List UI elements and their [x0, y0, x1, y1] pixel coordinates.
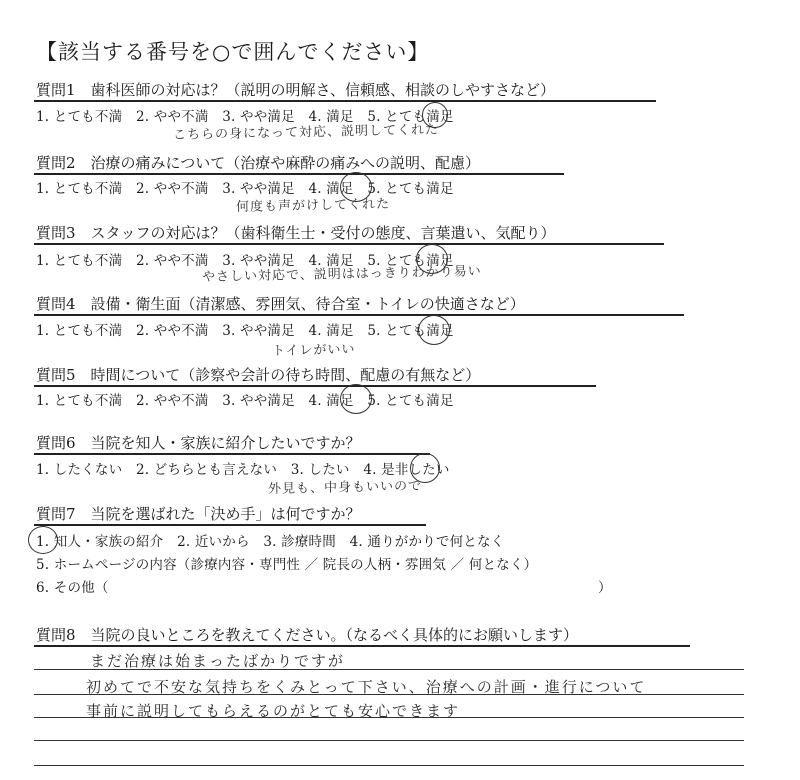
- answer-rule-3: [34, 717, 744, 718]
- question-3-underline: [34, 243, 664, 245]
- question-2-label: 質問2 治療の痛みについて（治療や麻酔の痛みへの説明、配慮）: [36, 154, 480, 172]
- question-4-underline: [34, 314, 684, 316]
- question-7-options-row-2: 5. ホームページの内容（診療内容・専門性 ／ 院長の人柄・雰囲気 ／ 何となく）: [36, 557, 538, 573]
- question-2-underline: [34, 173, 564, 175]
- question-5-underline: [34, 385, 596, 387]
- question-3-options: 1. とても不満 2. やや不満 3. やや満足 4. 満足 5. とても満足: [36, 253, 454, 269]
- answer-line-1: まだ治療は始まったばかりですが: [90, 652, 346, 670]
- question-4-comment: トイレがいい: [271, 342, 356, 359]
- question-7-options-row-3: 6. その他（: [36, 580, 109, 596]
- question-3-comment: やさしい対応で、説明ははっきりわかり易い: [201, 264, 482, 285]
- question-5-options: 1. とても不満 2. やや不満 3. やや満足 4. 満足 5. とても満足: [36, 393, 454, 409]
- question-2-comment: 何度も声がけしてくれた: [235, 196, 391, 215]
- answer-rule-2: [34, 694, 744, 695]
- question-2-options: 1. とても不満 2. やや不満 3. やや満足 4. 満足 5. とても満足: [36, 181, 454, 197]
- question-6-comment: 外見も、中身もいいので: [267, 478, 423, 497]
- page-title: 【該当する番号を○で囲んでください】: [36, 40, 430, 64]
- question-1-label: 質問1 歯科医師の対応は？（説明の明解さ、信頼感、相談のしやすさなど）: [36, 81, 555, 99]
- question-5-label: 質問5 時間について（診察や会計の待ち時間、配慮の有無など）: [36, 366, 481, 384]
- question-7-options-row-1: 1. 知人・家族の紹介 2. 近いから 3. 診療時間 4. 通りがかりで何となく: [36, 534, 505, 550]
- question-7-underline: [34, 524, 426, 526]
- answer-line-2: 初めてで不安な気持ちをくみとって下さい、治療への計画・進行について: [86, 678, 647, 696]
- question-7-other-close: ）: [598, 580, 612, 596]
- answer-line-3: 事前に説明してもらえるのがとても安心できます: [86, 702, 461, 720]
- answer-rule-1: [34, 669, 744, 670]
- question-8-underline: [34, 645, 690, 647]
- question-7-answer-circle: [28, 526, 58, 554]
- answer-rule-5: [34, 765, 744, 766]
- question-4-options: 1. とても不満 2. やや不満 3. やや満足 4. 満足 5. とても満足: [36, 323, 454, 339]
- question-1-options: 1. とても不満 2. やや不満 3. やや満足 4. 満足 5. とても満足: [36, 109, 454, 125]
- question-6-options: 1. したくない 2. どちらとも言えない 3. したい 4. 是非したい: [36, 462, 450, 478]
- question-1-underline: [34, 100, 656, 102]
- question-4-answer-circle: [418, 315, 450, 345]
- question-3-label: 質問3 スタッフの対応は？（歯科衛生士・受付の態度、言葉遣い、気配り）: [36, 224, 556, 242]
- question-7-label: 質問7 当院を選ばれた「決め手」は何ですか？: [36, 505, 361, 523]
- question-1-comment: こちらの身になって対応、説明してくれた: [172, 122, 440, 143]
- question-6-underline: [34, 453, 430, 455]
- answer-rule-4: [34, 740, 744, 741]
- question-4-label: 質問4 設備・衛生面（清潔感、雰囲気、待合室・トイレの快適さなど）: [36, 295, 525, 313]
- question-8-label: 質問8 当院の良いところを教えてください。（なるべく具体的にお願いします）: [36, 626, 579, 644]
- question-6-label: 質問6 当院を知人・家族に紹介したいですか？: [36, 434, 361, 452]
- question-5-answer-circle: [340, 384, 372, 414]
